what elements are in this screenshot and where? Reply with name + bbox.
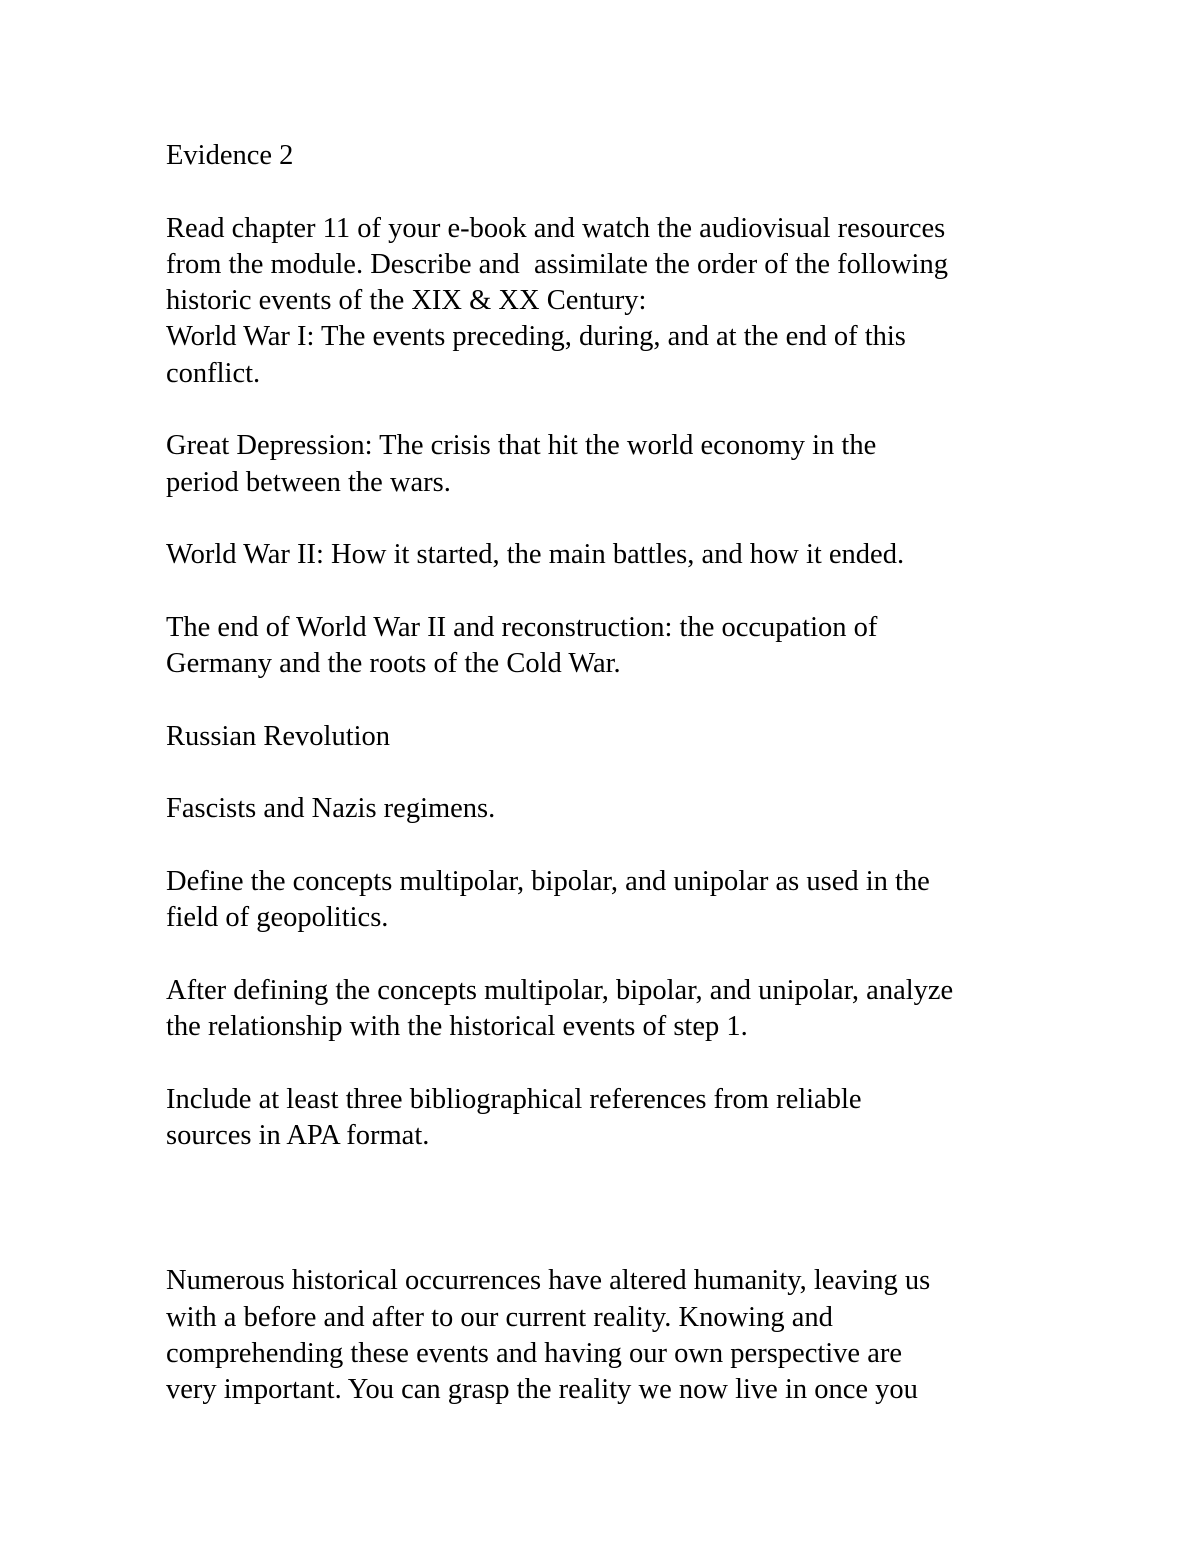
paragraph-line: Great Depression: The crisis that hit the world economy in the [166,430,877,462]
paragraph-line: field of geopolitics. [166,902,389,934]
define-concepts-paragraph [166,864,1046,937]
paragraph-line: historic events of the XIX & XX Century: [166,285,647,317]
paragraph-line: World War I: The events preceding, during, and at the end of this [166,321,906,353]
analyze-paragraph [166,973,1046,1046]
fascists-paragraph [166,791,1046,827]
blank-line [166,828,1046,864]
paragraph-line: sources in APA format. [166,1120,430,1152]
russian-revolution-paragraph [166,719,1046,755]
paragraph-line: After defining the concepts multipolar, bipolar, and unipolar, analyze [166,974,954,1006]
world-war-ii-paragraph [166,537,1046,573]
blank-line [166,574,1046,610]
paragraph-line: very important. You can grasp the reality we now live in once you [166,1374,918,1406]
paragraph-line: the relationship with the historical events of step 1. [166,1011,748,1043]
references-paragraph [166,1082,1046,1155]
blank-lines [166,1154,1046,1263]
blank-line [166,174,1046,210]
blank-line [166,392,1046,428]
blank-line [166,755,1046,791]
blank-line [166,501,1046,537]
paragraph-line: Russian Revolution [166,720,391,752]
document-body [166,138,1046,1408]
intro-paragraph [166,211,1046,392]
paragraph-line: Germany and the roots of the Cold War. [166,648,621,680]
paragraph-line: Include at least three bibliographical references from reliable [166,1083,862,1115]
paragraph-line: World War II: How it started, the main battles, and how it ended. [166,539,905,571]
paragraph-line: period between the wars. [166,466,451,498]
paragraph-line: Define the concepts multipolar, bipolar, and unipolar as used in the [166,865,930,897]
great-depression-paragraph [166,428,1046,501]
end-world-war-ii-paragraph [166,610,1046,683]
document-title: Evidence 2 [166,140,294,171]
essay-paragraph [166,1263,1046,1408]
paragraph-line: from the module. Describe and assimilate the order of the following [166,248,948,280]
blank-line [166,1045,1046,1081]
paragraph-line: conflict. [166,357,261,389]
blank-line [166,682,1046,718]
paragraph-line: Read chapter 11 of your e-book and watch the audiovisual resources [166,212,946,244]
paragraph-line: Fascists and Nazis regimens. [166,793,496,825]
paragraph-line: comprehending these events and having our own perspective are [166,1337,902,1369]
blank-line [166,937,1046,973]
paragraph-line: Numerous historical occurrences have altered humanity, leaving us [166,1265,931,1297]
paragraph-line: with a before and after to our current reality. Knowing and [166,1301,833,1333]
paragraph-line: The end of World War II and reconstruction: the occupation of [166,611,878,643]
